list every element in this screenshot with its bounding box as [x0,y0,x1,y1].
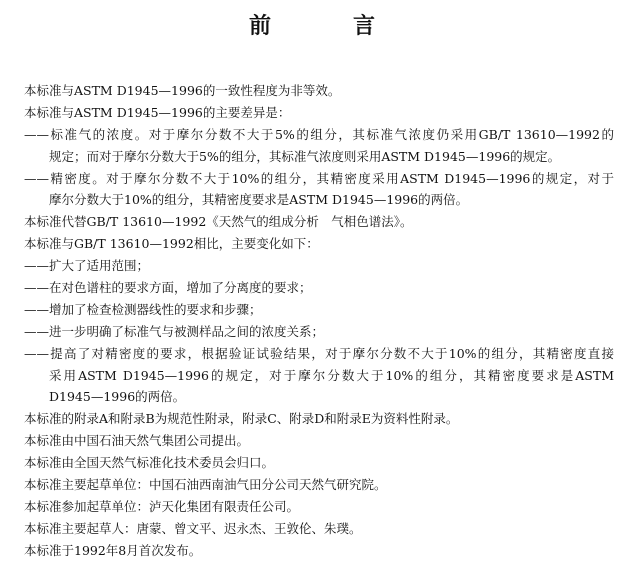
text-line-12: ——进一步明确了标准气与被测样品之间的浓度关系； [24,323,325,339]
page-title: 前 言 [248,14,405,39]
text-line-9: ——扩大了适用范围； [24,258,150,274]
text-line-20: 本标准参加起草单位：泸天化集团有限责任公司。 [24,498,300,514]
text-line-4: 规定；而对于摩尔分数大于5%的组分，其标准气浓度则采用ASTM D1945—1996的规定。 [49,148,561,164]
text-line-22: 本标准于1992年8月首次发布。 [24,542,202,558]
text-line-7: 本标准代替GB/T 13610—1992《天然气的组成分析 气相色谱法》。 [24,214,413,230]
text-line-8: 本标准与GB/T 13610—1992相比，主要变化如下： [24,236,319,252]
text-line-3: ——标准气的浓度。对于摩尔分数不大于5%的组分，其标准气浓度仍采用GB/T 13610—1992的 [24,126,614,142]
text-line-13: ——提高了对精密度的要求，根据验证试验结果，对于摩尔分数不大于10%的组分，其精密度直接 [24,345,614,361]
text-line-14: 采用ASTM D1945—1996的规定，对于摩尔分数大于10%的组分，其精密度要求是ASTM [49,367,614,383]
text-line-5: ——精密度。对于摩尔分数不大于10%的组分，其精密度采用ASTM D1945—1996的规定，对于 [24,170,614,186]
text-line-21: 本标准主要起草人：唐蒙、曾文平、迟永杰、王敦伦、朱璞。 [24,520,362,536]
text-line-15: D1945—1996的两倍。 [49,389,186,405]
text-line-6: 摩尔分数大于10%的组分，其精密度要求是ASTM D1945—1996的两倍。 [49,192,469,208]
text-line-19: 本标准主要起草单位：中国石油西南油气田分公司天然气研究院。 [24,477,387,493]
text-line-16: 本标准的附录A和附录B为规范性附录，附录C、附录D和附录E为资料性附录。 [24,411,459,427]
text-line-1: 本标准与ASTM D1945—1996的一致性程度为非等效。 [24,83,341,98]
document-body [24,80,614,562]
text-line-18: 本标准由全国天然气标准化技术委员会归口。 [24,455,275,471]
text-line-11: ——增加了检查检测器线性的要求和步骤； [24,301,262,317]
text-line-17: 本标准由中国石油天然气集团公司提出。 [24,433,250,449]
text-line-10: ——在对色谱柱的要求方面，增加了分离度的要求； [24,280,312,296]
text-line-2: 本标准与ASTM D1945—1996的主要差异是： [24,104,291,120]
